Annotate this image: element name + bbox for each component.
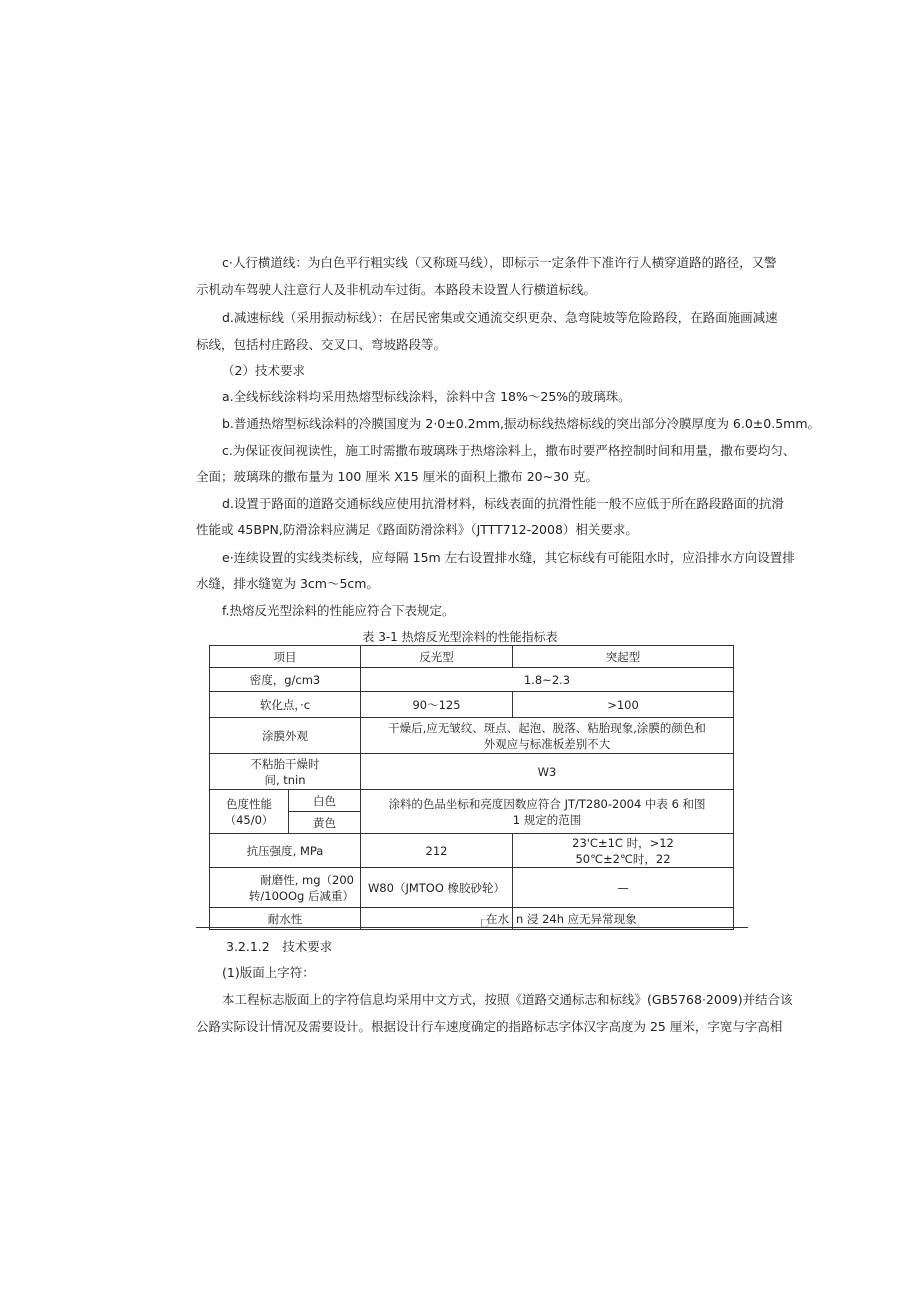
para-d-line2: 标线，包括村庄路段、交叉口、弯坡路段等。 [196,337,447,352]
tech-heading: （2）技术要求 [222,363,305,378]
table-row [210,668,734,692]
abrasion-reflective: W80（JMTOO 橡胶砂轮） [361,868,513,908]
water-frag: 在水 [361,908,513,930]
table-caption: 表 3-1 热熔反光型涂料的性能指标表 [362,630,558,644]
color-label: 色度性能（45/0） [210,790,289,834]
para-e-line2: 水缝，排水缝宽为 3cm～5cm。 [196,576,379,591]
para-d2-line2: 性能或 45BPN,防滑涂料应满足《路面防滑涂料》（JTTT712-2008）相关要求。 [196,522,638,537]
table-header-row [210,646,734,668]
para-c2-line2: 全面；玻璃珠的撒布量为 100 厘米 X15 厘米的面积上撒布 20~30 克。 [196,469,598,484]
compress-raised [513,834,734,868]
para-c2-line1: c.为保证夜间视读性，施工时需撒布玻璃珠于热熔涂料上，撒布时要严格控制时间和用量，撒布要均匀、 [222,443,796,458]
section-body-line2: 公路实际设计情况及需要设计。根据设计行车速度确定的指路标志字体汉字高度为 25 厘米，字宽与字高相 [196,1019,783,1034]
softening-reflective: 90～125 [361,692,513,718]
softening-raised: >100 [513,692,734,718]
compress-reflective: 212 [361,834,513,868]
table-row [210,834,734,868]
section-sub: (1)版面上字符： [222,965,315,980]
compress-label: 抗压强度, MPa [210,834,361,868]
table-row [210,868,734,908]
table-row [210,692,734,718]
para-c-line1: c·人行横道线：为白色平行粗实线（又称斑马线），即标示一定条件下准许行人横穿道路的路径，又警 [222,255,777,270]
compress-raised-line2: 50℃±2℃时，22 [575,851,671,866]
compress-raised-line1: 23'C±1C 时，>12 [572,835,674,850]
water-label: 耐水性 [210,908,361,930]
density-value: 1.8~2.3 [361,668,734,692]
section-heading: 3.2.1.2 技术要求 [226,939,333,954]
abrasion-raised: — [513,868,734,908]
section-body-line1: 本工程标志版面上的字符信息均采用中文方式，按照《道路交通标志和标线》(GB5768·2009)并结合该 [222,992,793,1007]
para-d-line1: d.减速标线（采用振动标线）：在居民密集或交通流交织更杂、急弯陡坡等危险路段，在路面施画减速 [222,310,778,325]
density-label: 密度，g/cm3 [210,668,361,692]
dry-label: 不粘胎干燥时间, tnin [210,754,361,790]
table-row [210,790,734,812]
softening-label: 软化点，·c [210,692,361,718]
color-yellow: 黄色 [289,812,361,834]
stray-mark: 匚 [480,919,490,929]
spec-table [209,645,734,930]
color-value: 涂料的色品坐标和亮度因数应符合 JT/T280-2004 中表 6 和图 1 规定的范围 [361,790,734,834]
para-b: b.普通热熔型标线涂料的冷膜国度为 2·0±0.2mm,振动标线热熔标线的突出部分冷膜厚度为 6.0±0.5mm。 [222,416,820,431]
color-white: 白色 [289,790,361,812]
header-reflective: 反光型 [361,646,513,668]
header-item: 项目 [210,646,361,668]
table-row [210,718,734,754]
table-bottom-rule [196,927,748,928]
film-value: 干燥后,应无皱纹、斑点、起泡、脱落、粘胎现象,涂膜的颜色和外观应与标准板差别不大 [361,718,734,754]
para-a: a.全线标线涂料均采用热熔型标线涂料，涂料中含 18%～25%的玻璃珠。 [222,389,631,404]
para-c-line2: 示机动车驾驶人注意行人及非机动车过街。本路段未设置人行横道标线。 [196,282,597,297]
para-e-line1: e·连续设置的实线类标线，应每隔 15m 左右设置排水缝，其它标线有可能阻水时，应沿排水方向设置排 [222,550,795,565]
water-value: n 浸 24h 应无异常现象 [513,908,734,930]
header-raised: 突起型 [513,646,734,668]
para-d2-line1: d.设置于路面的道路交通标线应使用抗滑材料，标线表面的抗滑性能一般不应低于所在路段路面的抗滑 [222,496,784,511]
film-label: 涂膜外观 [210,718,361,754]
abrasion-label: 耐磨性, mg（200 转/10OOg 后减重） [210,868,361,908]
table-row [210,754,734,790]
dry-value: W3 [361,754,734,790]
para-f: f.热熔反光型涂料的性能应符合下表规定。 [222,603,455,618]
